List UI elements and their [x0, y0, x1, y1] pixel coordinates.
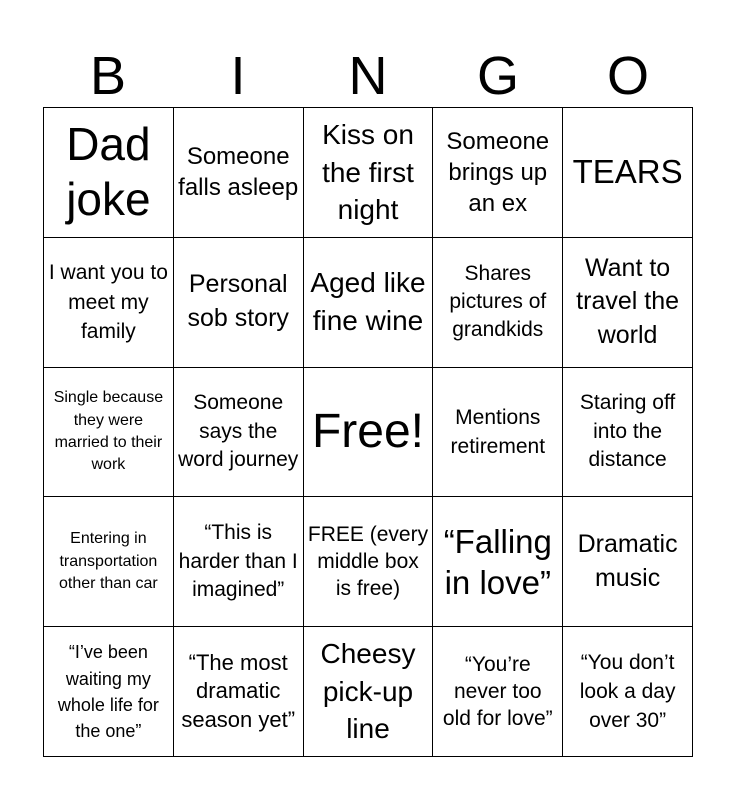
- cell-text: Single because they were married to their work: [53, 389, 164, 474]
- cell-text: I want you to meet my family: [48, 261, 168, 343]
- cell-text: Personal sob story: [187, 270, 289, 333]
- cell-text: TEARS: [572, 153, 683, 191]
- cell-text: Kiss on the first night: [322, 118, 414, 226]
- header-letter-n: N: [348, 46, 388, 106]
- bingo-cell[interactable]: [304, 497, 434, 627]
- bingo-cell[interactable]: [174, 238, 304, 368]
- cell-text: Dramatic music: [577, 530, 678, 592]
- cell-text: Entering in transportation other than car: [59, 530, 158, 592]
- bingo-cell[interactable]: [44, 497, 174, 627]
- bingo-cell[interactable]: [433, 627, 563, 757]
- bingo-cell[interactable]: [433, 108, 563, 238]
- bingo-cell[interactable]: [174, 627, 304, 757]
- bingo-cell[interactable]: [563, 108, 693, 238]
- bingo-cell[interactable]: [563, 627, 693, 757]
- bingo-cell[interactable]: [304, 627, 434, 757]
- bingo-header: [43, 44, 693, 108]
- cell-text: Dad joke: [66, 118, 151, 226]
- header-letter-b: B: [89, 46, 127, 106]
- bingo-cell[interactable]: [433, 368, 563, 498]
- cell-text: Staring off into the distance: [579, 391, 676, 472]
- cell-text: Someone falls asleep: [178, 143, 299, 202]
- cell-text: Cheesy pick-up line: [320, 637, 416, 745]
- cell-text: Someone says the word journey: [178, 391, 299, 472]
- cell-text: Want to travel the world: [576, 253, 680, 350]
- cell-text: FREE (every middle box is free): [307, 522, 429, 601]
- bingo-cell[interactable]: [174, 108, 304, 238]
- bingo-cell[interactable]: [563, 497, 693, 627]
- bingo-cell[interactable]: [44, 238, 174, 368]
- cell-text: Aged like fine wine: [310, 267, 426, 337]
- bingo-cell[interactable]: [304, 108, 434, 238]
- cell-text: “The most dramatic season yet”: [181, 649, 296, 732]
- cell-text: “Falling in love”: [443, 522, 552, 601]
- bingo-cell[interactable]: [563, 368, 693, 498]
- cell-text: “This is harder than I imagined”: [178, 521, 298, 601]
- bingo-cell[interactable]: [44, 627, 174, 757]
- cell-text: Shares pictures of grandkids: [449, 261, 547, 342]
- bingo-cell[interactable]: [44, 368, 174, 498]
- bingo-cell[interactable]: [304, 238, 434, 368]
- header-letter-g: G: [476, 46, 519, 106]
- bingo-cell[interactable]: [563, 238, 693, 368]
- bingo-cell[interactable]: [433, 238, 563, 368]
- bingo-board: [43, 107, 693, 757]
- bingo-cell[interactable]: [433, 497, 563, 627]
- header-letter-i: I: [230, 46, 246, 106]
- cell-text: “I’ve been waiting my whole life for the one”: [57, 642, 159, 741]
- cell-text: “You’re never too old for love”: [442, 652, 553, 731]
- bingo-cell[interactable]: [174, 368, 304, 498]
- free-space-cell[interactable]: [304, 368, 434, 498]
- cell-text: Someone brings up an ex: [446, 127, 550, 217]
- bingo-cell[interactable]: [174, 497, 304, 627]
- cell-text: “You don’t look a day over 30”: [579, 650, 676, 733]
- bingo-cell[interactable]: [44, 108, 174, 238]
- free-space-text: Free!: [311, 405, 424, 459]
- cell-text: Mentions retirement: [450, 405, 546, 458]
- header-letter-o: O: [606, 46, 649, 106]
